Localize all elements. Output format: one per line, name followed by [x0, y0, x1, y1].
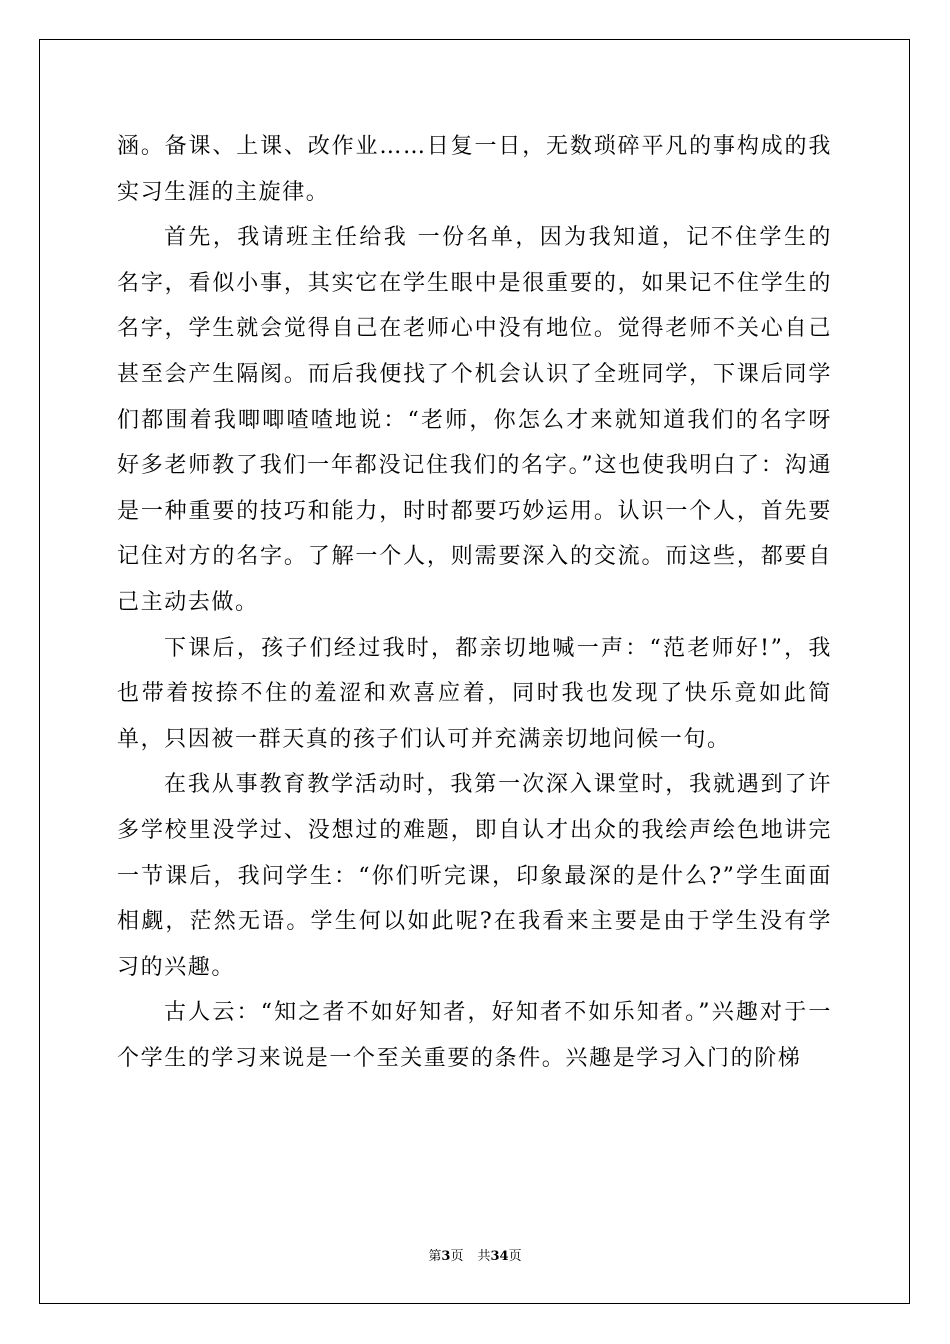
page-footer: [0, 1248, 950, 1266]
footer-total-prefix: 共: [477, 1249, 491, 1264]
footer-prefix: 第: [428, 1249, 442, 1264]
current-page-number: 3: [441, 1249, 451, 1264]
total-pages-number: 34: [490, 1249, 509, 1264]
paragraph-5: 古人云：“知之者不如好知者，好知者不如乐知者。”兴趣对于一个学生的学习来说是一个至关重要的条件。兴趣是学习入门的阶梯: [117, 1000, 832, 1071]
paragraph-1: 涵。备课、上课、改作业……日复一日，无数琐碎平凡的事构成的我实习生涯的主旋律。: [117, 134, 832, 205]
paragraph-4: 在我从事教育教学活动时，我第一次深入课堂时，我就遇到了许多学校里没学过、没想过的难题，即自认才出众的我绘声绘色地讲完一节课后，我问学生：“你们听完课，印象最深的是什么?”学生面面相觑，茫然无语。学生何以如此呢?在我看来主要是由于学生没有学习的兴趣。: [117, 772, 832, 980]
footer-page-suffix: 页: [450, 1249, 464, 1264]
document-body: [117, 124, 832, 1081]
paragraph-2: 首先，我请班主任给我 一份名单，因为我知道，记不住学生的名字，看似小事，其实它在学生眼中是很重要的，如果记不住学生的名字，学生就会觉得自己在老师心中没有地位。觉得老师不关心自己甚至会产生隔阂。而后我便找了个机会认识了全班同学，下课后同学们都围着我唧唧喳喳地说：“老师，你怎么才来就知道我们的名字呀好多老师教了我们一年都没记住我们的名字。”这也使我明白了：沟通是一种重要的技巧和能力，时时都要巧妙运用。认识一个人，首先要记住对方的名字。了解一个人，则需要深入的交流。而这些，都要自己主动去做。: [117, 225, 832, 615]
footer-total-suffix: 页: [508, 1249, 522, 1264]
paragraph-3: 下课后，孩子们经过我时，都亲切地喊一声：“范老师好!”，我也带着按捺不住的羞涩和欢喜应着，同时我也发现了快乐竟如此简单，只因被一群天真的孩子们认可并充满亲切地问候一句。: [117, 635, 832, 752]
